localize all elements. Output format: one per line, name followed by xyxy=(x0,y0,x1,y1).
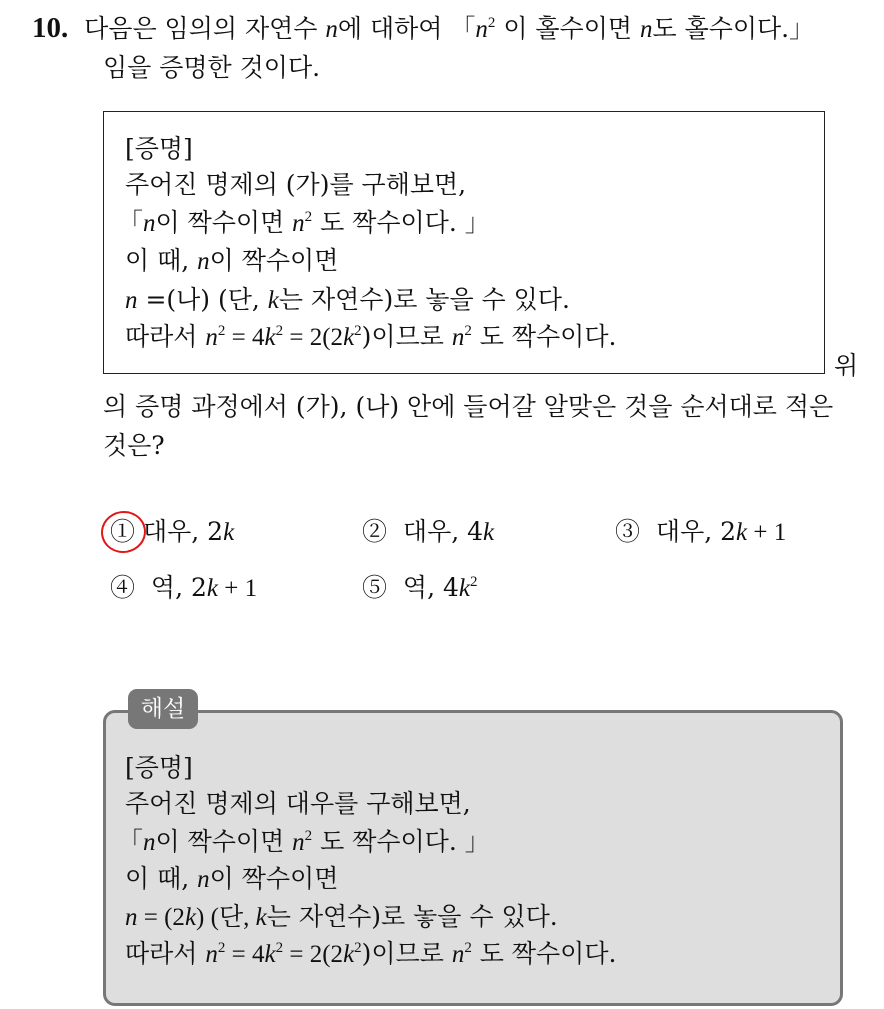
option-4[interactable]: ④ 역, 2k + 1 xyxy=(110,573,258,602)
option-3-mark: ③ xyxy=(615,517,641,546)
after-box-line-1: 의 증명 과정에서 (가), (나) 안에 들어갈 알맞은 것을 순서대로 적은 xyxy=(103,392,834,421)
question-line-2: 임을 증명한 것이다. xyxy=(103,53,321,82)
option-1-mark: ① xyxy=(110,517,136,546)
question-number: 10. xyxy=(32,12,69,44)
solution-line-4: n = (2k) (단, k는 자연수)로 놓을 수 있다. xyxy=(125,902,558,931)
option-2[interactable]: ② 대우, 4k xyxy=(362,517,495,546)
proof-line-4: n =(나) (단, k는 자연수)로 놓을 수 있다. xyxy=(125,285,570,314)
solution-line-5: 따라서 $n^2 = 4k^2 = 2(2k^2)$이므로 $n^2$ 도 짝수이다. xyxy=(125,939,617,968)
option-1[interactable]: ① 대우, 2k xyxy=(110,517,235,546)
proof-line-3: 이 때, n이 짝수이면 xyxy=(125,246,339,275)
proof-line-2: 「n이 짝수이면 $n^2$ 도 짝수이다. 」 xyxy=(118,208,490,237)
solution-title: [증명] xyxy=(125,753,193,782)
question-line-1: 10. 다음은 임의의 자연수 n에 대하여 「$n^2$ 이 홀수이면 n도 홀수이다.」 xyxy=(32,12,815,44)
solution-tag: 해설 xyxy=(128,689,198,729)
option-2-mark: ② xyxy=(362,517,388,546)
option-5[interactable]: ⑤ 역, $4k^2$ xyxy=(362,573,478,602)
option-5-mark: ⑤ xyxy=(362,573,388,602)
proof-line-1: 주어진 명제의 (가)를 구해보면, xyxy=(125,170,467,199)
option-4-mark: ④ xyxy=(110,573,136,602)
after-box-wi: 위 xyxy=(834,351,859,380)
solution-line-3: 이 때, n이 짝수이면 xyxy=(125,864,339,893)
solution-line-2: 「n이 짝수이면 $n^2$ 도 짝수이다. 」 xyxy=(118,827,490,856)
proof-line-5: 따라서 $n^2 = 4k^2 = 2(2k^2)$이므로 $n^2$ 도 짝수이다. xyxy=(125,322,617,351)
solution-line-1: 주어진 명제의 대우를 구해보면, xyxy=(125,789,471,818)
after-box-line-2: 것은? xyxy=(103,431,165,460)
option-3[interactable]: ③ 대우, 2k + 1 xyxy=(615,517,787,546)
proof-title: [증명] xyxy=(125,134,193,163)
